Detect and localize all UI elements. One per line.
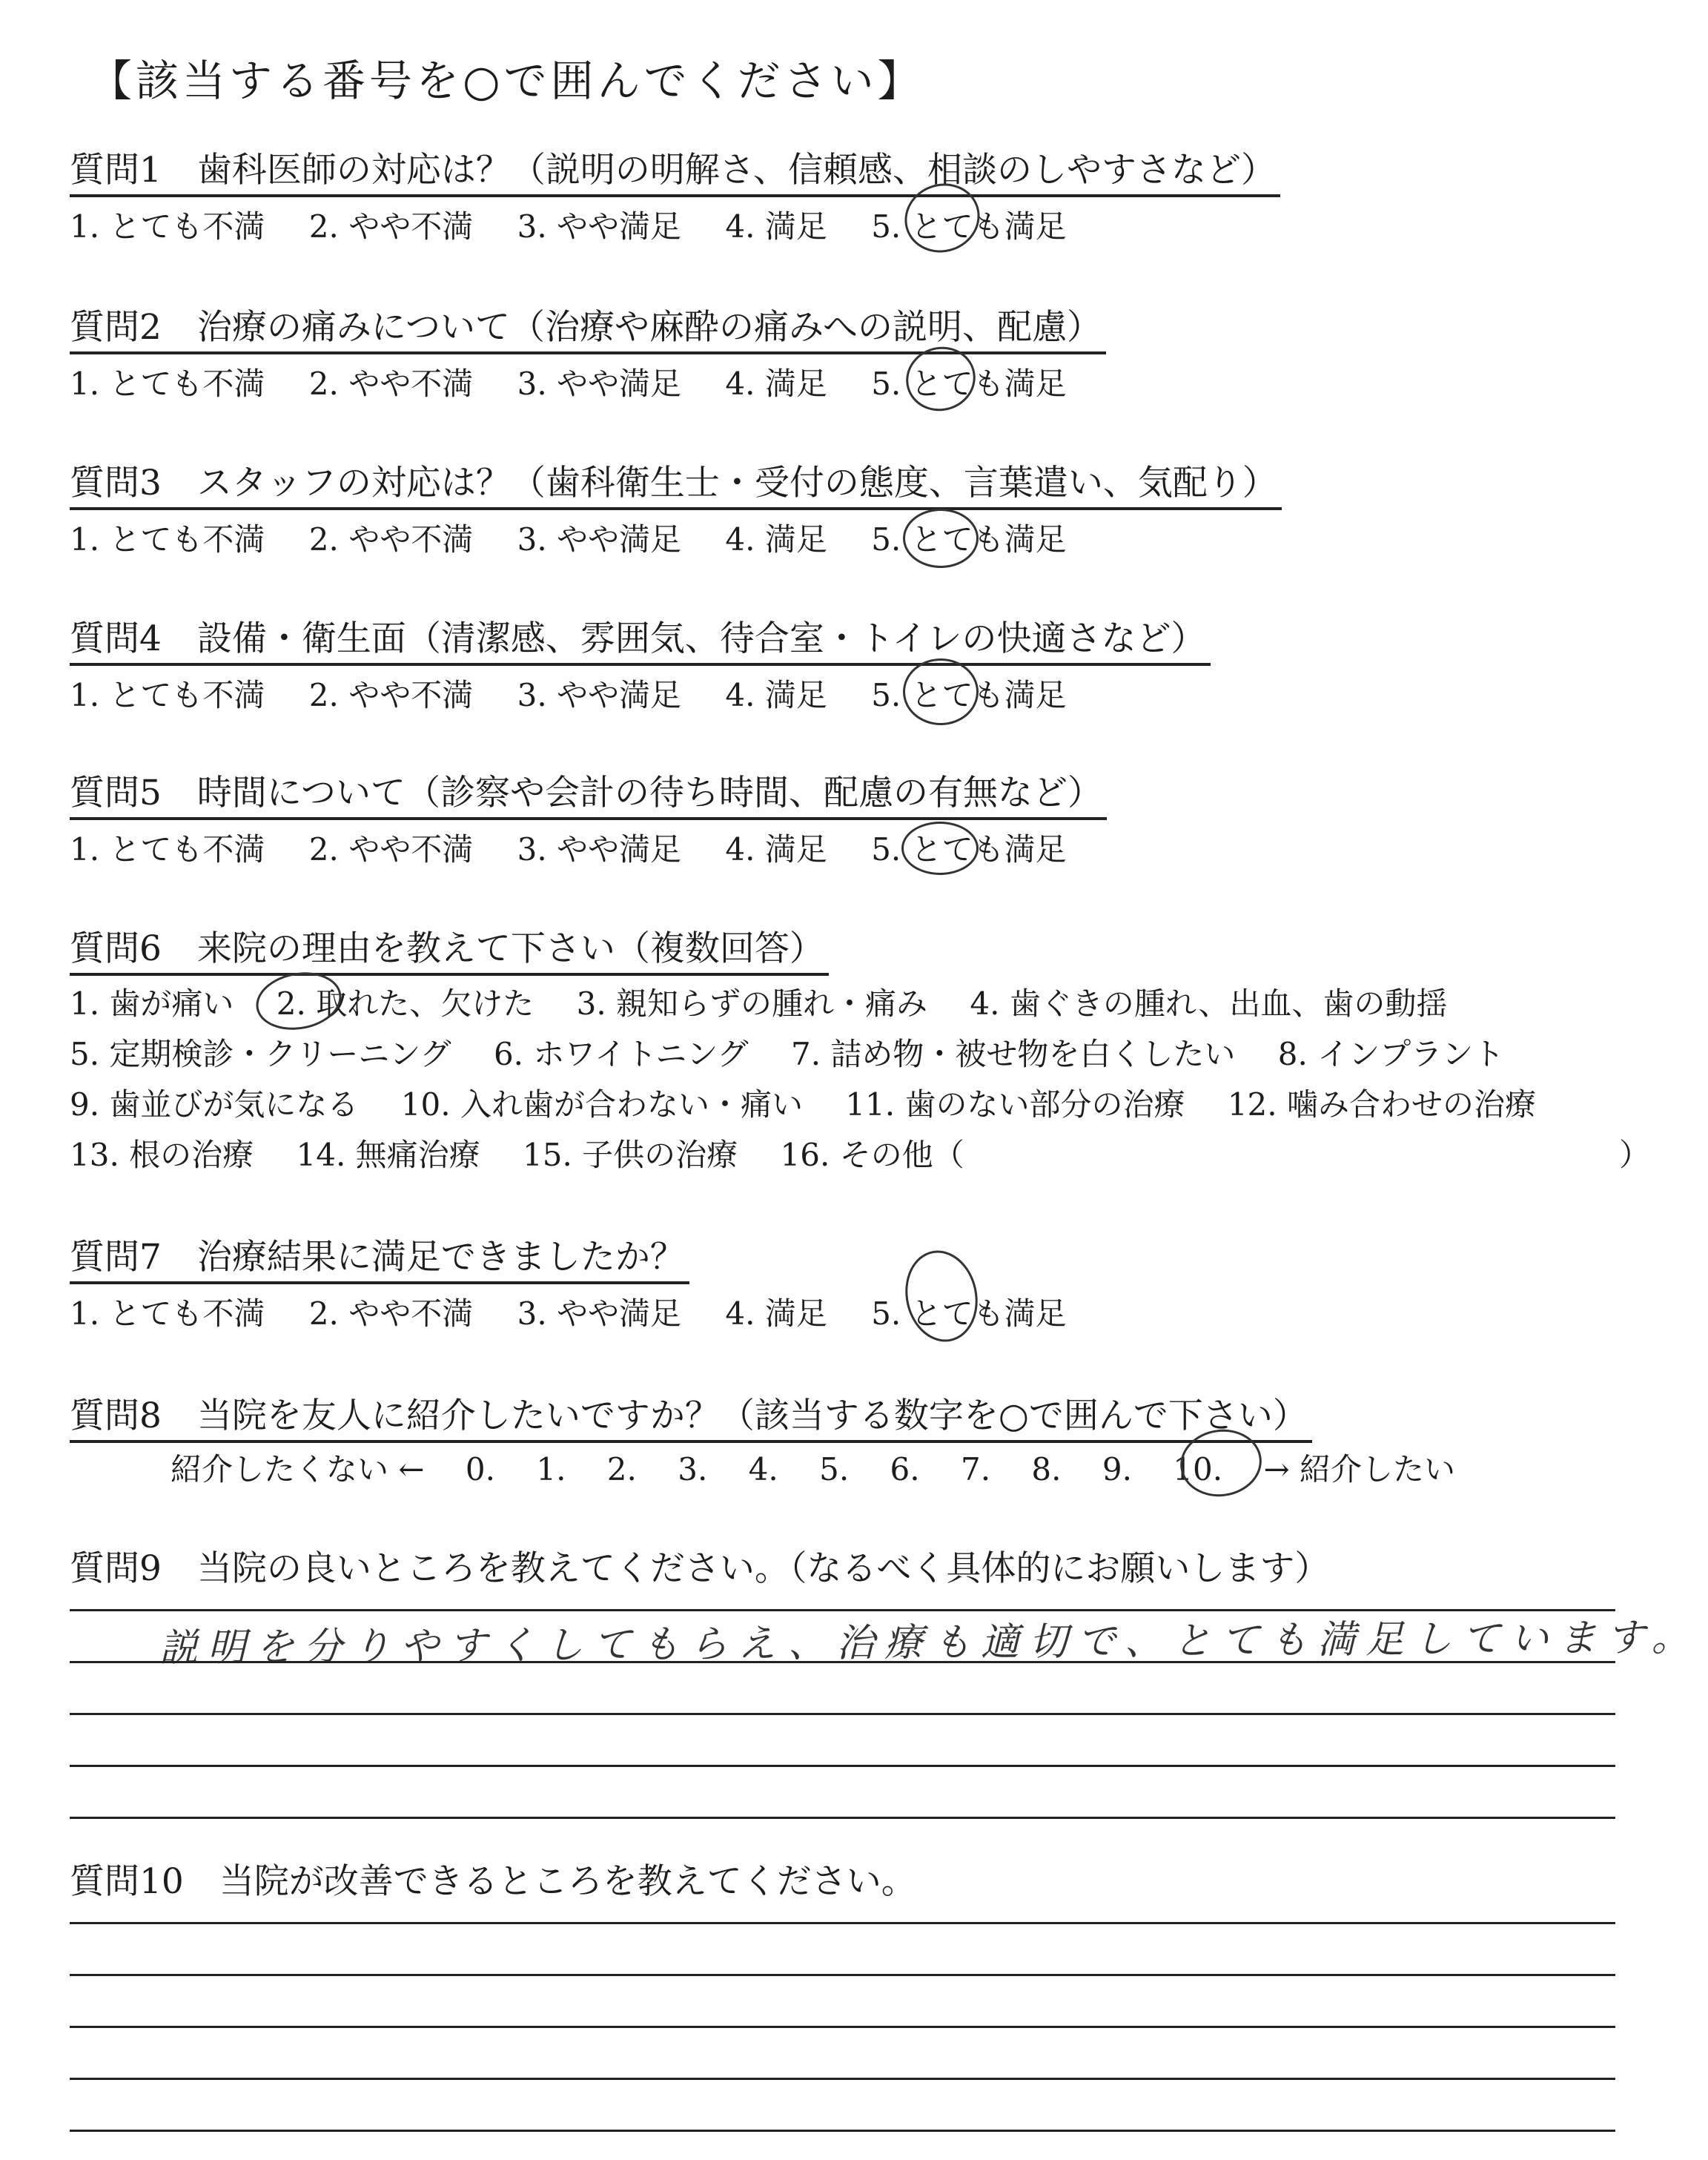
question-4-heading (70, 615, 1211, 666)
q6-option-6[interactable]: 6. ホワイトニング (493, 1036, 749, 1072)
q6-option-8[interactable]: 8. インプラント (1277, 1036, 1505, 1072)
question-1-heading (70, 147, 1280, 197)
q8-score-3[interactable]: 3. (678, 1451, 708, 1487)
q1-option-2[interactable]: 2. やや不満 (308, 208, 474, 245)
q10-answer-line-2[interactable] (70, 1974, 1615, 1976)
q4-option-4[interactable]: 4. 満足 (725, 677, 827, 713)
question-6-heading (70, 925, 829, 976)
question-7-label: 質問7 (70, 1237, 162, 1278)
q7-option-5[interactable]: 5. とても満足 (871, 1295, 1067, 1332)
q5-option-5[interactable]: 5. とても満足 (871, 831, 1067, 868)
q6-option-4[interactable]: 4. 歯ぐきの腫れ、出血、歯の動揺 (970, 985, 1448, 1022)
question-5-text: 時間について（診察や会計の待ち時間、配慮の有無など） (196, 773, 1102, 813)
q6-option-5[interactable]: 5. 定期検診・クリーニング (70, 1036, 451, 1072)
form-title: 【該当する番号を○で囲んでください】 (89, 56, 924, 106)
question-9-label: 質問9 (70, 1548, 162, 1589)
question-7-heading (70, 1234, 689, 1284)
q7-option-3[interactable]: 3. やや満足 (517, 1295, 682, 1332)
q2-option-4[interactable]: 4. 満足 (725, 366, 827, 402)
question-3-label: 質問3 (70, 463, 162, 503)
q4-option-3[interactable]: 3. やや満足 (517, 677, 682, 713)
q1-option-5[interactable]: 5. とても満足 (871, 208, 1067, 245)
q8-score-9[interactable]: 9. (1102, 1451, 1132, 1487)
question-4-label: 質問4 (70, 618, 162, 659)
q3-option-5[interactable]: 5. とても満足 (871, 521, 1067, 558)
q6-option-2[interactable]: 2. 取れた、欠けた (276, 985, 534, 1022)
q2-option-1[interactable]: 1. とても不満 (70, 366, 265, 402)
q5-option-2[interactable]: 2. やや不満 (308, 831, 474, 868)
question-4-options (70, 675, 1101, 716)
q3-option-4[interactable]: 4. 満足 (725, 521, 827, 558)
q10-answer-line-4[interactable] (70, 2078, 1615, 2080)
q5-option-4[interactable]: 4. 満足 (725, 831, 827, 868)
question-1-text: 歯科医師の対応は？（説明の明解さ、信頼感、相談のしやすさなど） (196, 150, 1277, 191)
q4-option-5[interactable]: 5. とても満足 (871, 677, 1067, 713)
q7-option-2[interactable]: 2. やや不満 (308, 1295, 474, 1332)
q7-option-1[interactable]: 1. とても不満 (70, 1295, 265, 1332)
q9-answer-line-4 (70, 1817, 1615, 1819)
q3-option-1[interactable]: 1. とても不満 (70, 521, 265, 558)
question-8-text: 当院を友人に紹介したいですか？（該当する数字を○で囲んで下さい） (196, 1396, 1308, 1436)
q6-option-9[interactable]: 9. 歯並びが気になる (70, 1086, 359, 1123)
q1-option-3[interactable]: 3. やや満足 (517, 208, 682, 245)
q6-option-3[interactable]: 3. 親知らずの腫れ・痛み (576, 985, 928, 1022)
q6-other-close-paren: ） (1619, 1137, 1651, 1173)
q8-right-label: → 紹介したい (1263, 1451, 1455, 1487)
question-1-options (70, 206, 1101, 248)
q5-option-1[interactable]: 1. とても不満 (70, 831, 265, 868)
q8-scale-row (171, 1449, 1486, 1490)
question-2-heading (70, 304, 1106, 354)
q6-row-2 (70, 1034, 1537, 1075)
q8-score-0[interactable]: 0. (465, 1451, 495, 1487)
q3-option-3[interactable]: 3. やや満足 (517, 521, 682, 558)
q4-option-2[interactable]: 2. やや不満 (308, 677, 474, 713)
question-8-label: 質問8 (70, 1396, 162, 1436)
question-3-options (70, 519, 1101, 561)
question-10-text: 当院が改善できるところを教えてください。 (219, 1861, 916, 1902)
question-9-heading (70, 1545, 1334, 1593)
q2-option-3[interactable]: 3. やや満足 (517, 366, 682, 402)
q6-row-4 (70, 1135, 1651, 1176)
q9-handwritten-answer[interactable]: 説明を分りやすくしてもらえ、治療も適切で、とても満足しています。 (159, 1615, 1700, 1671)
q1-option-4[interactable]: 4. 満足 (725, 208, 827, 245)
question-3-text: スタッフの対応は？（歯科衛生士・受付の態度、言葉遣い、気配り） (196, 463, 1277, 503)
q8-left-label: 紹介したくない ← (171, 1451, 425, 1487)
q9-answer-line-2 (70, 1713, 1615, 1715)
q6-option-14[interactable]: 14. 無痛治療 (296, 1137, 480, 1173)
question-2-label: 質問2 (70, 307, 162, 348)
question-1-label: 質問1 (70, 150, 162, 191)
question-2-options (70, 363, 1101, 405)
q6-option-7[interactable]: 7. 詰め物・被せ物を白くしたい (790, 1036, 1236, 1072)
q6-row-3 (70, 1084, 1569, 1126)
q8-score-8[interactable]: 8. (1031, 1451, 1062, 1487)
question-6-text: 来院の理由を教えて下さい（複数回答） (196, 928, 824, 969)
q8-score-1[interactable]: 1. (536, 1451, 566, 1487)
question-5-options (70, 829, 1101, 871)
q9-answer-line-1 (70, 1661, 1615, 1663)
q8-score-6[interactable]: 6. (890, 1451, 920, 1487)
q6-option-16[interactable]: 16. その他（ (780, 1137, 964, 1173)
q10-answer-line-1[interactable] (70, 1922, 1615, 1924)
q6-option-11[interactable]: 11. 歯のない部分の治療 (845, 1086, 1185, 1123)
question-4-text: 設備・衛生面（清潔感、雰囲気、待合室・トイレの快適さなど） (196, 618, 1206, 659)
question-6-label: 質問6 (70, 928, 162, 969)
q8-score-7[interactable]: 7. (960, 1451, 991, 1487)
q2-option-2[interactable]: 2. やや不満 (308, 366, 474, 402)
q4-option-1[interactable]: 1. とても不満 (70, 677, 265, 713)
question-5-label: 質問5 (70, 773, 162, 813)
q10-answer-line-5[interactable] (70, 2130, 1615, 2132)
q1-option-1[interactable]: 1. とても不満 (70, 208, 265, 245)
q7-option-4[interactable]: 4. 満足 (725, 1295, 827, 1332)
q2-option-5[interactable]: 5. とても満足 (871, 366, 1067, 402)
q6-option-12[interactable]: 12. 噛み合わせの治療 (1227, 1086, 1536, 1123)
q6-option-15[interactable]: 15. 子供の治療 (523, 1137, 738, 1173)
q5-option-3[interactable]: 3. やや満足 (517, 831, 682, 868)
question-3-heading (70, 460, 1282, 510)
question-2-text: 治療の痛みについて（治療や麻酔の痛みへの説明、配慮） (196, 307, 1102, 348)
q8-score-2[interactable]: 2. (606, 1451, 637, 1487)
question-10-label: 質問10 (70, 1861, 184, 1902)
q3-option-2[interactable]: 2. やや不満 (308, 521, 474, 558)
q10-answer-line-3[interactable] (70, 2026, 1615, 2028)
q6-option-10[interactable]: 10. 入れ歯が合わない・痛い (400, 1086, 803, 1123)
question-5-heading (70, 770, 1107, 820)
q6-option-13[interactable]: 13. 根の治療 (70, 1137, 254, 1173)
question-7-text: 治療結果に満足できましたか？ (196, 1237, 685, 1278)
question-10-heading (70, 1858, 921, 1906)
question-8-heading (70, 1393, 1312, 1443)
question-9-text: 当院の良いところを教えてください。（なるべく具体的にお願いします） (196, 1548, 1330, 1589)
q8-score-10[interactable]: 10. (1173, 1451, 1223, 1487)
q8-score-4[interactable]: 4. (748, 1451, 778, 1487)
q6-row-1 (70, 983, 1480, 1025)
q8-score-5[interactable]: 5. (819, 1451, 850, 1487)
q9-answer-line-3 (70, 1765, 1615, 1767)
question-7-options (70, 1293, 1101, 1335)
q6-option-1[interactable]: 1. 歯が痛い (70, 985, 234, 1022)
